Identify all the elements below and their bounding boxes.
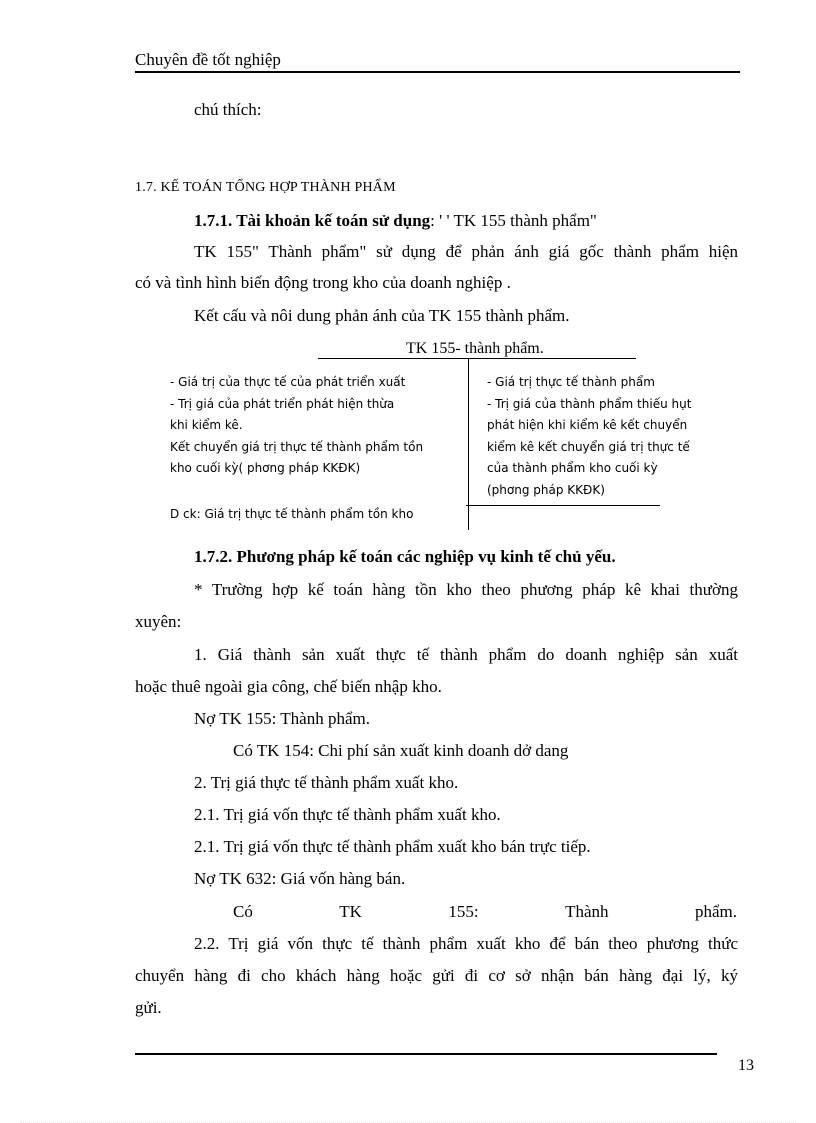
t-account-credit-side xyxy=(487,372,691,501)
credit-line: kiểm kê kết chuyển giá trị thực tế xyxy=(487,439,690,454)
item-2: 2. Trị giá thực tế thành phẩm xuất kho. xyxy=(194,773,459,792)
debit-line: khi kiểm kê. xyxy=(170,418,243,432)
entry-2-debit: Nợ TK 632: Giá vốn hàng bán. xyxy=(194,869,406,888)
item-2-2-line-2: chuyển hàng đi cho khách hàng hoặc gửi đi cơ sở nhận bán hàng đại lý, ký xyxy=(135,966,738,985)
entry-2-credit xyxy=(233,902,737,922)
paragraph-1-line-1: TK 155" Thành phẩm" sử dụng để phản ánh giá gốc thành phẩm hiện xyxy=(194,242,738,261)
page-number: 13 xyxy=(738,1057,754,1074)
subsection-1-heading xyxy=(194,211,597,231)
case-line-1: * Trường hợp kế toán hàng tồn kho theo phương pháp kê khai thường xyxy=(194,580,738,599)
item-1-line-1: 1. Giá thành sản xuất thực tế thành phẩm do doanh nghiệp sản xuất xyxy=(194,645,738,664)
item-2-2-line-3: gửi. xyxy=(135,998,162,1017)
paragraph-2: Kết cấu và nôi dung phản ánh của TK 155 thành phẩm. xyxy=(194,306,570,325)
item-2-2-line-1: 2.2. Trị giá vốn thực tế thành phẩm xuất kho để bán theo phương thức xyxy=(194,934,738,953)
header-rule xyxy=(135,71,740,73)
t-account-debit-side xyxy=(170,372,423,480)
section-heading: 1.7. KẾ TOÁN TỔNG HỢP THÀNH PHẨM xyxy=(135,180,396,195)
debit-line: Kết chuyển giá trị thực tế thành phẩm tồn xyxy=(170,439,424,454)
case-line-2: xuyên: xyxy=(135,612,182,631)
entry-1-credit: Có TK 154: Chi phí sản xuất kinh doanh dở dang xyxy=(233,741,569,760)
debit-line: - Giá trị của thực tế của phát triển xuất xyxy=(170,375,406,389)
credit-line: của thành phẩm kho cuối kỳ xyxy=(487,461,658,475)
entry-2-credit-word: Thành xyxy=(565,902,609,921)
entry-2-credit-word: TK xyxy=(339,902,362,921)
subsection-2-heading: 1.7.2. Phương pháp kế toán các nghiệp vụ kinh tế chủ yếu. xyxy=(194,547,616,566)
entry-2-credit-word: Có xyxy=(233,902,253,921)
t-account-credit-rule xyxy=(466,505,660,506)
item-1-line-2: hoặc thuê ngoài gia công, chế biến nhập kho. xyxy=(135,677,442,696)
entry-2-credit-word: phẩm. xyxy=(694,902,737,921)
t-account-title: TK 155- thành phẩm. xyxy=(406,340,544,357)
paragraph-1-line-2: có và tình hình biến động trong kho của doanh nghiệp . xyxy=(135,273,511,292)
note-text: chú thích: xyxy=(194,100,262,119)
item-2-1-b: 2.1. Trị giá vốn thực tế thành phẩm xuất kho bán trực tiếp. xyxy=(194,837,591,856)
credit-line: (phơng pháp KKĐK) xyxy=(487,482,605,497)
t-account-top-rule xyxy=(318,358,636,359)
entry-1-debit: Nợ TK 155: Thành phẩm. xyxy=(194,709,370,728)
credit-line: - Trị giá của thành phẩm thiếu hụt xyxy=(487,396,692,411)
footer-rule xyxy=(135,1053,717,1055)
running-header: Chuyên đề tốt nghiệp xyxy=(135,50,281,69)
credit-line: phát hiện khi kiểm kê kết chuyển xyxy=(487,418,688,432)
entry-2-credit-word: 155: xyxy=(448,902,479,921)
item-2-1-a: 2.1. Trị giá vốn thực tế thành phẩm xuất kho. xyxy=(194,805,501,824)
subsection-1-title: 1.7.1. Tài khoản kế toán sử dụng xyxy=(194,211,431,230)
debit-line: kho cuối kỳ( phơng pháp KKĐK) xyxy=(170,461,361,475)
credit-line: - Giá trị thực tế thành phẩm xyxy=(487,375,655,389)
debit-line: - Trị giá của phát triển phát hiện thừa xyxy=(170,396,395,411)
t-account-balance: D ck: Giá trị thực tế thành phẩm tồn kho xyxy=(170,507,414,521)
subsection-1-account: : ' ' TK 155 thành phẩm" xyxy=(430,211,597,230)
